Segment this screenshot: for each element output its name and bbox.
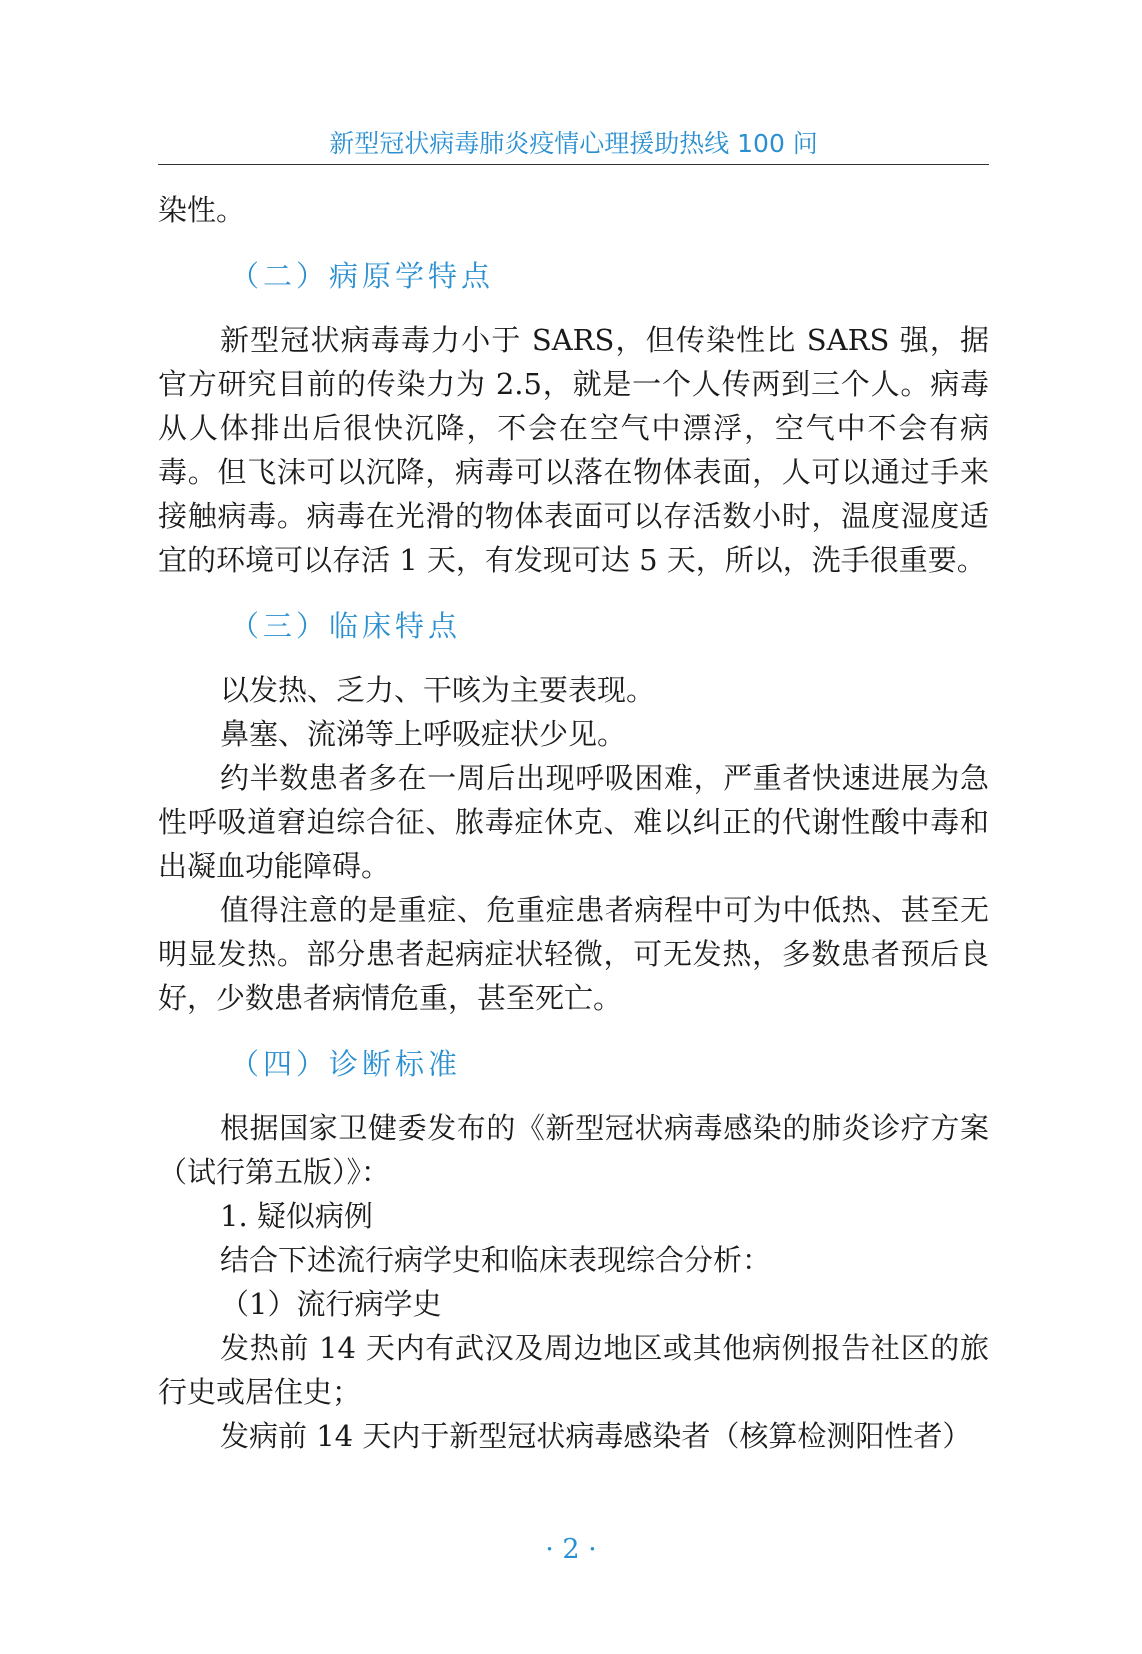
paragraph-clinical-3: 约半数患者多在一周后出现呼吸困难，严重者快速进展为急性呼吸道窘迫综合征、脓毒症休克、难以纠正的代谢性酸中毒和出凝血功能障碍。 [158,761,989,883]
paragraph-diagnosis-5: 发热前 14 天内有武汉及周边地区或其他病例报告社区的旅行史或居住史； [158,1331,989,1409]
paragraph-pathogen: 新型冠状病毒毒力小于 SARS，但传染性比 SARS 强，据官方研究目前的传染力为 2.5，就是一个人传两到三个人。病毒从人体排出后很快沉降，不会在空气中漂浮，空气中不会有病毒。但飞沫可以沉降，病毒可以落在物体表面，人可以通过手来接触病毒。病毒在光滑的物体表面可以存活数小时，温度湿度适宜的环境可以存活 1 天，有发现可达 5 天，所以，洗手很重要。 [158,323,989,577]
section-heading-pathogen: （二）病原学特点 [230,259,495,293]
paragraph-clinical-2: 鼻塞、流涕等上呼吸症状少见。 [220,717,627,751]
header-rule [158,164,989,165]
paragraph-diagnosis-3: 结合下述流行病学史和临床表现综合分析： [220,1243,772,1277]
paragraph-clinical-4: 值得注意的是重症、危重症患者病程中可为中低热、甚至无明显发热。部分患者起病症状轻微，可无发热，多数患者预后良好，少数患者病情危重，甚至死亡。 [158,893,989,1015]
running-header: 新型冠状病毒肺炎疫情心理援助热线 100 问 [329,129,818,158]
paragraph-diagnosis-2: 1. 疑似病例 [220,1199,373,1233]
paragraph-carryover: 染性。 [158,193,246,227]
section-heading-clinical: （三）临床特点 [230,609,462,643]
section-heading-diagnosis: （四）诊断标准 [230,1047,462,1081]
paragraph-clinical-1: 以发热、乏力、干咳为主要表现。 [220,673,656,707]
body-text [158,188,989,1458]
paragraph-diagnosis-6: 发病前 14 天内于新型冠状病毒感染者（核算检测阳性者） [220,1419,972,1453]
paragraph-diagnosis-4: （1）流行病学史 [220,1287,442,1321]
page-number: · 2 · [545,1534,597,1565]
paragraph-diagnosis-1: 根据国家卫健委发布的《新型冠状病毒感染的肺炎诊疗方案（试行第五版）》： [158,1111,989,1189]
